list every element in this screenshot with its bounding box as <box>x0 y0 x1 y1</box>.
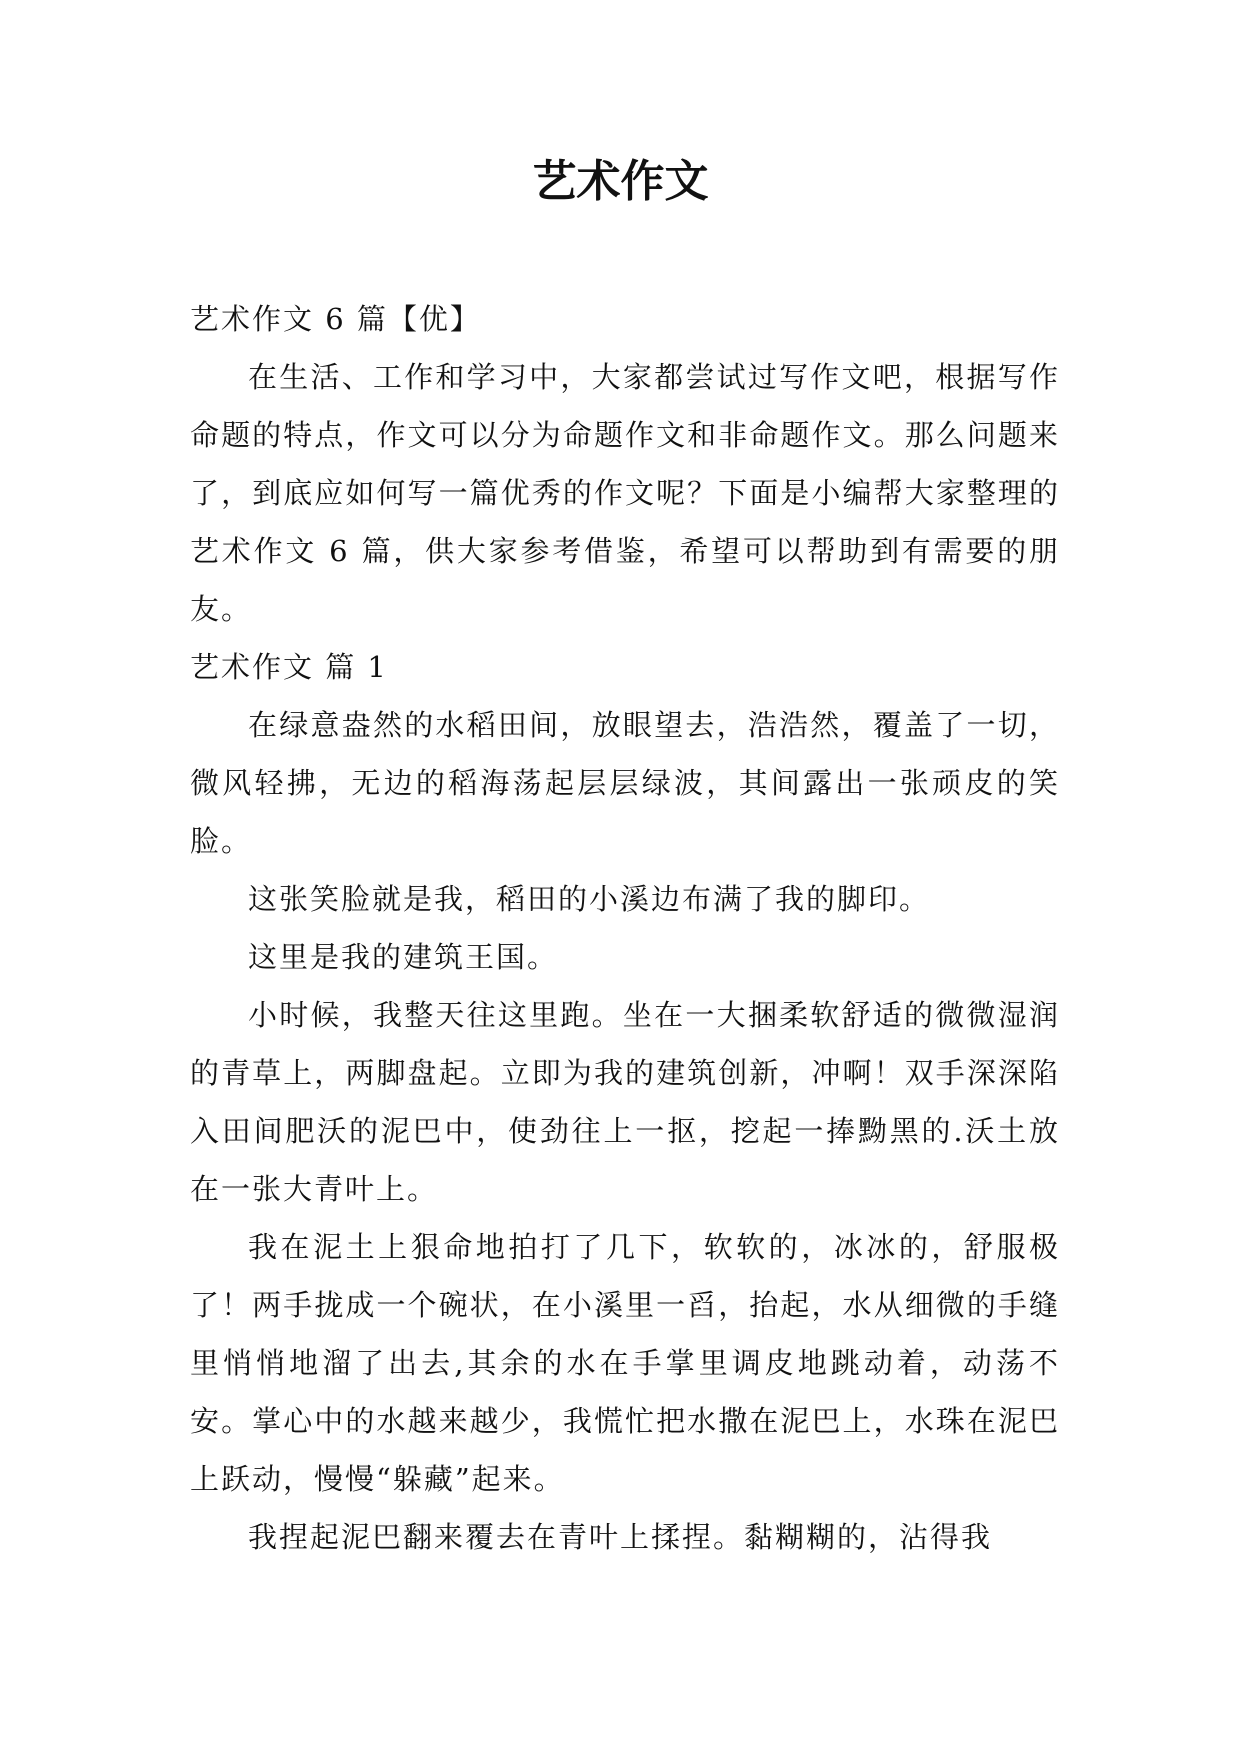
paragraph: 我捏起泥巴翻来覆去在青叶上揉捏。黏糊糊的，沾得我 <box>248 1520 993 1554</box>
paragraph: 小时候，我整天往这里跑。坐在一大捆柔软舒适的微微湿润的青草上，两脚盘起。立即为我的建筑创新，冲啊！双手深深陷入田间肥沃的泥巴中，使劲往上一抠，挖起一捧黝黑的.沃土放在一张大青叶上。 <box>190 998 1060 1206</box>
paragraph: 在绿意盎然的水稻田间，放眼望去，浩浩然，覆盖了一切，微风轻拂，无边的稻海荡起层层绿波，其间露出一张顽皮的笑脸。 <box>190 708 1060 858</box>
paragraph: 我在泥土上狠命地拍打了几下，软软的，冰冰的，舒服极了！两手拢成一个碗状，在小溪里一舀，抬起，水从细微的手缝里悄悄地溜了出去,其余的水在手掌里调皮地跳动着，动荡不安。掌心中的水越来越少，我慌忙把水撒在泥巴上，水珠在泥巴上跃动，慢慢“躲藏”起来。 <box>190 1230 1060 1496</box>
section-heading: 艺术作文 篇 1 <box>190 650 388 684</box>
article-heading: 艺术作文 6 篇【优】 <box>190 302 481 336</box>
paragraph: 这里是我的建筑王国。 <box>248 940 559 974</box>
document-title: 艺术作文 <box>532 156 709 207</box>
paragraph: 这张笑脸就是我，稻田的小溪边布满了我的脚印。 <box>248 882 931 916</box>
document-body <box>190 290 1060 1566</box>
intro-paragraph: 在生活、工作和学习中，大家都尝试过写作文吧，根据写作命题的特点，作文可以分为命题作文和非命题作文。那么问题来了，到底应如何写一篇优秀的作文呢？下面是小编帮大家整理的艺术作文 6 篇，供大家参考借鉴，希望可以帮助到有需要的朋友。 <box>190 360 1060 626</box>
